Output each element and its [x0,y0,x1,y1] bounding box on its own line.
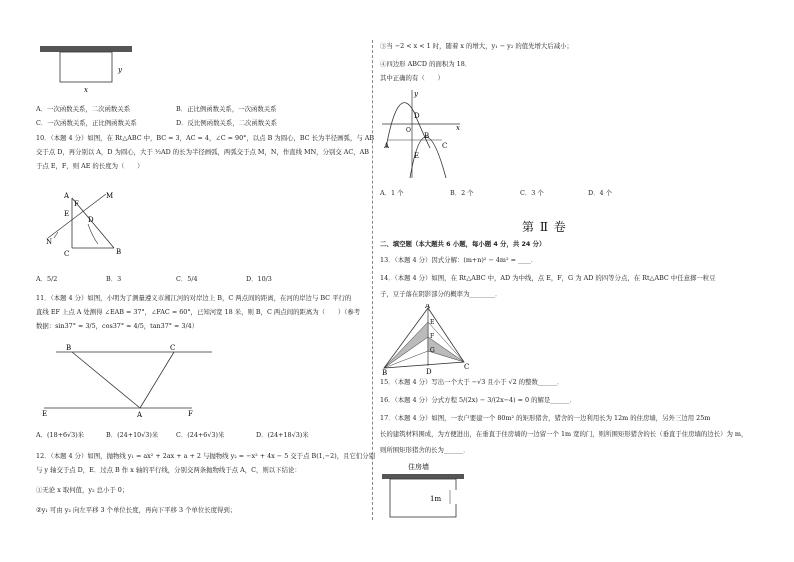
q12-label-d: D [414,112,420,120]
q9-option-d: D．反比例函数关系，二次函数关系 [176,119,277,127]
q10-label-a: A [64,192,70,200]
shaded-region-1 [384,322,428,368]
q14-figure [382,304,474,376]
q11-figure [36,342,216,418]
q10-figure [38,176,138,262]
q10-label-m: M [106,192,114,200]
q12-question: 其中正确的有（ ） [380,74,444,82]
rectangle [60,52,112,82]
q12-label-b: B [424,132,430,140]
label-y: y [118,66,122,74]
q9-figure [40,46,140,96]
q9-option-b: B．正比例函数关系，一次函数关系 [176,105,277,113]
q14-label-b: B [382,369,388,376]
q11-option-c: C．(24+6√3)米 [176,431,225,439]
q16: 16．（本题 4 分）分式方程 5/(2x) − 3/(2x−4) = 0 的解是______． [380,396,576,404]
q14-line-2: 子，豆子落在阴影部分的概率为________． [380,290,502,298]
q12-line-4: ②y₁ 可由 y₂ 向左平移 3 个单位长度，再向下平移 3 个单位长度得到； [36,506,237,514]
q12-option-c: C．3 个 [520,189,544,197]
q12-option-a: A．1 个 [380,189,404,197]
q12-line-1: 12．（本题 4 分）如图，抛物线 y₁ = ax² + 2ax + a + 2 与抛物线 y₂ = −x² + 4x − 5 交于点 B(1,−2)，且它们分别 [36,452,376,460]
q11-option-d: D．(24+18√3)米 [256,431,309,439]
column-divider [372,40,373,520]
q12-label-x: x [456,124,460,132]
q10-option-a: A．5/2 [36,275,58,283]
q12-label-a: A [384,142,390,150]
q10-label-e: E [64,210,70,218]
q14-label-a: A [425,304,431,310]
q12-line-3: ①无论 x 取何值，y₂ 总小于 0； [36,486,129,494]
q12-option-d: D．4 个 [588,189,613,197]
q14-label-c: C [464,363,470,371]
segment-ab [72,352,140,408]
q11-label-f: F [188,410,193,418]
q10-label-d: D [88,216,94,224]
q12-figure [380,86,464,182]
q10-label-b: B [116,248,122,256]
fill-in-header: 二、填空题（本大题共 6 小题，每小题 4 分，共 24 分） [380,240,546,248]
q17-line-2: 长的建筑材料围成，为方便进出，在垂直于住房墙的一边留一个 1m 宽的门，则所围矩形猪舍的长（垂直于住房墙的边长）为 m， [380,430,748,438]
q11-line-1: 11．（本题 4 分）如图，小明为了测量遵义市湘江河的对岸边上 B，C 两点间的距离，在河的岸边与 BC 平行的 [36,294,352,302]
q17-line-1: 17．（本题 4 分）如图，一农户要建一个 80m² 的矩形猪舍，猪舍的一边利用长为 12m 的住房墙，另外三边用 25m [380,414,711,422]
q10-line-3: 于点 E，F，则 AE 的长度为（ ） [36,162,144,170]
q14-line-1: 14．（本题 4 分）如图，在 Rt△ABC 中，AD 为中线，点 E，F，G 为 AD 的四等分点，在 Rt△ABC 中任意掷一粒豆 [380,274,716,282]
wall-bar [40,46,132,52]
q10-line-2: 交于点 D，再分别以 A，D 为圆心，大于 ½AD 的长为半径画弧，两弧交于点 M，N，作直线 MN，分别交 AC，AB [36,148,369,156]
q10-line-1: 10．（本题 4 分）如图，在 Rt△ABC 中，BC = 3，AC = 4，∠C = 90°，以点 B 为圆心，BC 长为半径画弧，与 AB [36,134,375,142]
section-title: 第 Ⅱ 卷 [522,220,567,234]
q9-option-c: C．一次函数关系，正比例函数关系 [36,119,137,127]
q12-label-e: E [414,152,420,160]
q11-line-2: 直线 EF 上点 A 处测得 ∠EAB = 37°，∠FAC = 60°，已知河宽 18 米，则 B，C 两点间的距离为（ ）（参考 [36,308,361,316]
q10-label-f: F [74,200,79,208]
door-label: 1m [430,495,442,503]
left-column [0,0,376,562]
q11-label-b: B [66,344,72,352]
q10-label-c: C [64,250,70,258]
q14-label-f: F [430,333,435,340]
q12-statement-4: ④四边形 ABCD 的面积为 18． [380,60,472,68]
q11-label-c: C [170,344,176,352]
label-x: x [84,86,88,94]
house-wall [382,474,464,479]
q17-line-3: 则所围矩形猪舍的长为______． [380,446,470,454]
pigsty-rectangle [390,479,456,517]
q12-label-o: O [406,127,411,134]
parabola-y1 [386,103,430,148]
wall-label: 住房墙 [408,463,429,471]
q10-label-n: N [46,238,53,246]
q14-label-g: G [430,347,435,354]
q14-label-e: E [430,319,435,326]
segment-ac [140,352,174,408]
q11-option-a: A．(18+6√3)米 [36,431,85,439]
q17-figure [380,460,472,522]
q11-line-3: 数据：sin37° ≈ 3/5，cos37° ≈ 4/5，tan37° ≈ 3/4） [36,322,199,330]
q11-label-a: A [137,411,143,418]
q12-label-c: C [442,142,448,150]
q11-option-b: B．(24+10√3)米 [106,431,159,439]
q11-label-e: E [42,410,48,418]
q14-label-d: D [426,368,432,376]
q9-option-a: A．一次函数关系，二次函数关系 [36,105,131,113]
q10-option-c: C．5/4 [176,275,198,283]
right-column [376,0,794,562]
q12-label-y: y [414,90,418,98]
q10-option-d: D．10/3 [246,275,272,283]
q12-line-2: 与 y 轴交于点 D，E．过点 B 作 x 轴的平行线，分别交两条抛物线于点 A，C，则以下结论： [36,466,301,474]
q13: 13．（本题 4 分）因式分解：(m+n)² − 4m² = ____． [380,256,538,264]
q12-statement-3: ③当 −2 < x < 1 时，随着 x 的增大，y₁ − y₂ 的值先增大后减小； [380,42,573,50]
q10-option-b: B．3 [106,275,122,283]
q12-option-b: B．2 个 [450,189,474,197]
q15: 15．（本题 4 分）写出一个大于 −√3 且小于 √2 的整数______． [380,378,564,386]
